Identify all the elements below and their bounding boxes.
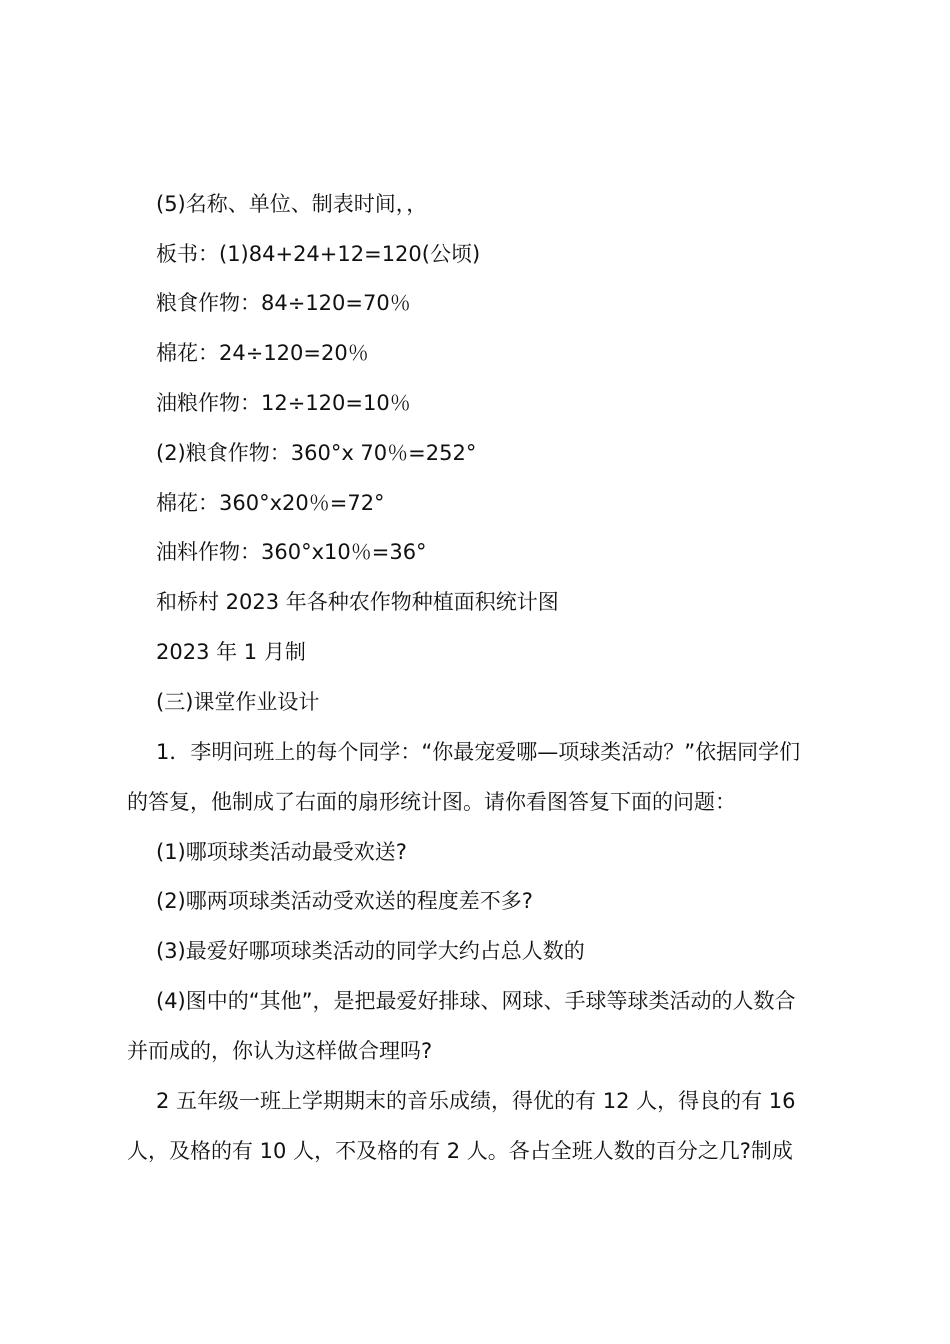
text-line: 人，及格的有 10 人，不及格的有 2 人。各占全班人数的百分之几?制成 [127,1139,793,1163]
text-line: 棉花：360°x20％=72° [156,491,385,515]
text-line: 并而成的，你认为这样做合理吗? [127,1039,433,1063]
text-line: 油料作物：360°x10％=36° [156,540,427,564]
text-line: 板书：(1)84+24+12=120(公顷) [156,242,481,266]
text-line: 油粮作物：12÷120=10％ [156,391,411,415]
text-line: 1．李明问班上的每个同学：“你最宠爱哪—项球类活动？”依据同学们 [156,740,801,764]
text-line: 棉花：24÷120=20％ [156,341,369,365]
text-line: 2023 年 1 月制 [156,640,306,664]
text-line: (2)粮食作物：360°x 70％=252° [156,441,477,465]
text-line: 粮食作物：84÷120=70％ [156,291,411,315]
text-line: (3)最爱好哪项球类活动的同学大约占总人数的 [156,939,585,963]
text-line: (1)哪项球类活动最受欢送? [156,840,407,864]
text-line: (2)哪两项球类活动受欢送的程度差不多? [156,889,533,913]
text-line: (5)名称、单位、制表时间，， [156,192,428,216]
text-line: 2 五年级一班上学期期末的音乐成绩，得优的有 12 人，得良的有 16 [156,1089,796,1113]
text-line: (4)图中的“其他”，是把最爱好排球、网球、手球等球类活动的人数合 [156,989,796,1013]
text-line: 的答复，他制成了右面的扇形统计图。请你看图答复下面的问题： [127,790,736,814]
section-heading: (三)课堂作业设计 [156,690,320,714]
text-line: 和桥村 2023 年各种农作物种植面积统计图 [156,590,559,614]
